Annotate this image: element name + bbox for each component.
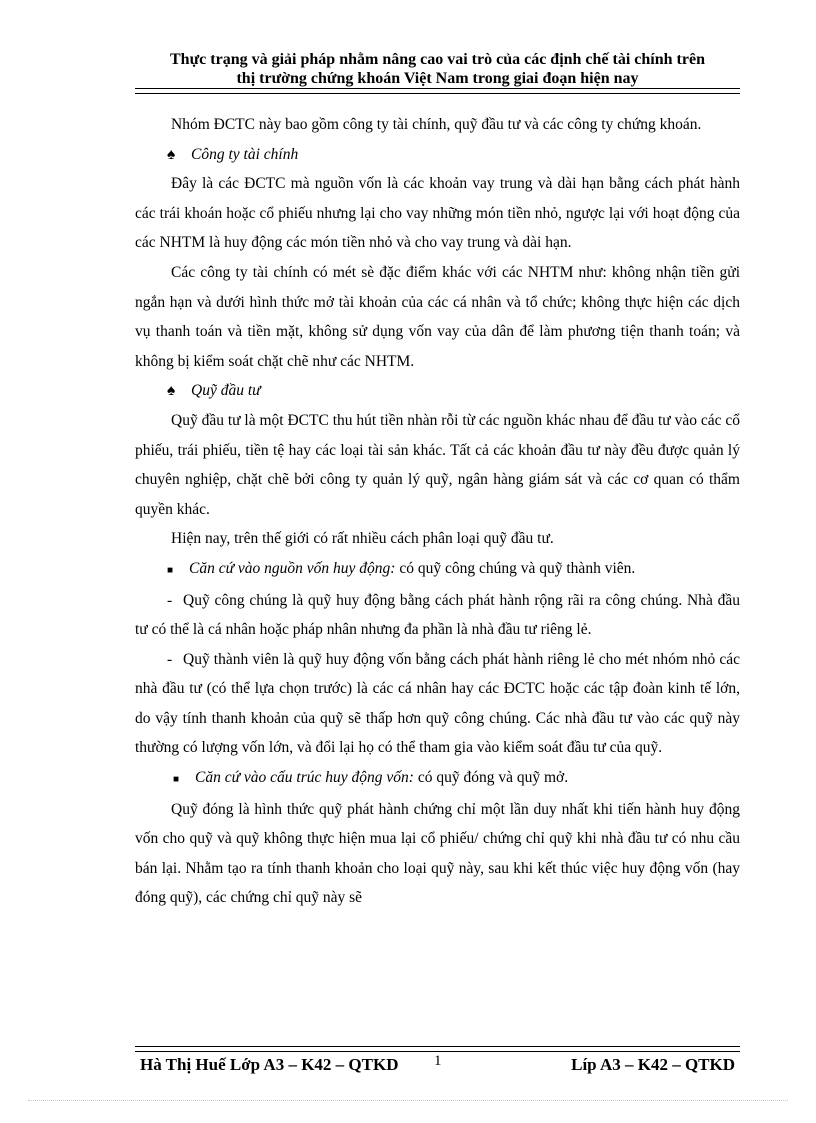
footer-double-rule [135, 1046, 740, 1052]
document-body [135, 110, 740, 913]
page-number: 1 [434, 1053, 442, 1069]
page-bottom-dotted-line [28, 1100, 788, 1101]
square-bullet-icon: ■ [173, 774, 180, 786]
heading-investment-fund [135, 376, 740, 406]
header-title-line1: Thực trạng và giải pháp nhằm nâng cao vai trò của các định chế tài chính trên [170, 51, 705, 68]
spade-icon: ♠ [167, 382, 176, 400]
paragraph-fund-classification: Hiện nay, trên thế giới có rất nhiều cách phân loại quỹ đầu tư. [171, 530, 554, 548]
paragraph-closed-fund: Quỹ đóng là hình thức quỹ phát hành chứng chỉ một lần duy nhất khi tiến hành huy động vốn cho quỹ và quỹ không thực hiện mua lại cổ phiếu/ chứng chỉ quỹ khi nhà đầu tư có nhu cầu bán lại. Nhằm tạo ra tính thanh khoản cho loại quỹ này, sau khi kết thúc việc huy động vốn (hay đóng quỹ), các chứng chỉ quỹ này sẽ [135, 800, 740, 907]
footer-class: Líp A3 – K42 – QTKD [571, 1055, 735, 1074]
criterion-structure-text: có quỹ đóng và quỹ mở. [417, 769, 569, 787]
spade-icon: ♠ [167, 145, 176, 163]
item-public-fund-text: Quỹ công chúng là quỹ huy động bằng cách phát hành rộng rãi ra công chúng. Nhà đầu tư có thể là cá nhân hoặc pháp nhân nhưng đa phần là nhà đầu tư riêng lẻ. [135, 591, 740, 639]
heading-finance-company-text: Công ty tài chính [191, 145, 299, 163]
paragraph-fund-def: Quỹ đầu tư là một ĐCTC thu hút tiền nhàn rỗi từ các nguồn khác nhau để đầu tư vào các cổ phiếu, trái phiếu, tiền tệ hay các loại tài sản khác. Tất cả các khoản đầu tư này đều được quản lý chuyên nghiệp, chặt chẽ bởi công ty quản lý quỹ, ngân hàng giám sát và các cơ quan có thẩm quyền khác. [135, 411, 740, 518]
heading-investment-fund-text: Quỹ đầu tư [191, 382, 261, 400]
square-bullet-icon: ■ [167, 564, 174, 576]
footer-author-class: Hà Thị Huế Lớp A3 – K42 – QTKD [140, 1055, 399, 1074]
item-member-fund-text: Quỹ thành viên là quỹ huy động vốn bằng cách phát hành riêng lẻ cho mét nhóm nhỏ các nhà đầu tư (có thể lựa chọn trước) là các cá nhân hay các ĐCTC hoặc các tập đoàn kinh tế lớn, do vậy tính thanh khoản của quỹ sẽ thấp hơn quỹ công chúng. Các nhà đầu tư vào các quỹ này thường có lượng vốn lớn, và đổi lại họ có thể tham gia vào kiểm soát đầu tư của quỹ. [135, 650, 740, 757]
criterion-capital-source-label: Căn cứ vào nguồn vốn huy động: [189, 559, 396, 577]
header-double-rule [135, 88, 740, 94]
dash-bullet: - [167, 650, 173, 668]
criterion-capital-source-text: có quỹ công chúng và quỹ thành viên. [399, 559, 636, 577]
page-header [135, 50, 740, 88]
criterion-structure [135, 763, 740, 795]
header-title-line2: thị trường chứng khoán Việt Nam trong giai đoạn hiện nay [236, 70, 639, 87]
item-member-fund [135, 645, 740, 763]
paragraph-intro: Nhóm ĐCTC này bao gồm công ty tài chính, quỹ đầu tư và các công ty chứng khoán. [171, 116, 702, 133]
paragraph-finance-company-features: Các công ty tài chính có mét sè đặc điểm khác với các NHTM như: không nhận tiền gửi ngắn hạn và dưới hình thức mở tài khoản của các cá nhân và tổ chức; không thực hiện các dịch vụ thanh toán và tiền mặt, không sử dụng vốn vay của dân để làm phương tiện thanh toán; và không bị kiểm soát chặt chẽ như các NHTM. [135, 263, 740, 370]
heading-finance-company [135, 140, 740, 170]
dash-bullet: - [167, 591, 173, 609]
item-public-fund [135, 586, 740, 645]
paragraph-finance-company-def: Đây là các ĐCTC mà nguồn vốn là các khoản vay trung và dài hạn bằng cách phát hành các trái khoán hoặc cổ phiếu nhưng lại cho vay những món tiền nhỏ, ngược lại với hoạt động của các NHTM là huy động các món tiền nhỏ và cho vay trung và dài hạn. [135, 175, 740, 252]
criterion-structure-label: Căn cứ vào cấu trúc huy động vốn: [195, 769, 414, 787]
criterion-capital-source [135, 554, 740, 586]
